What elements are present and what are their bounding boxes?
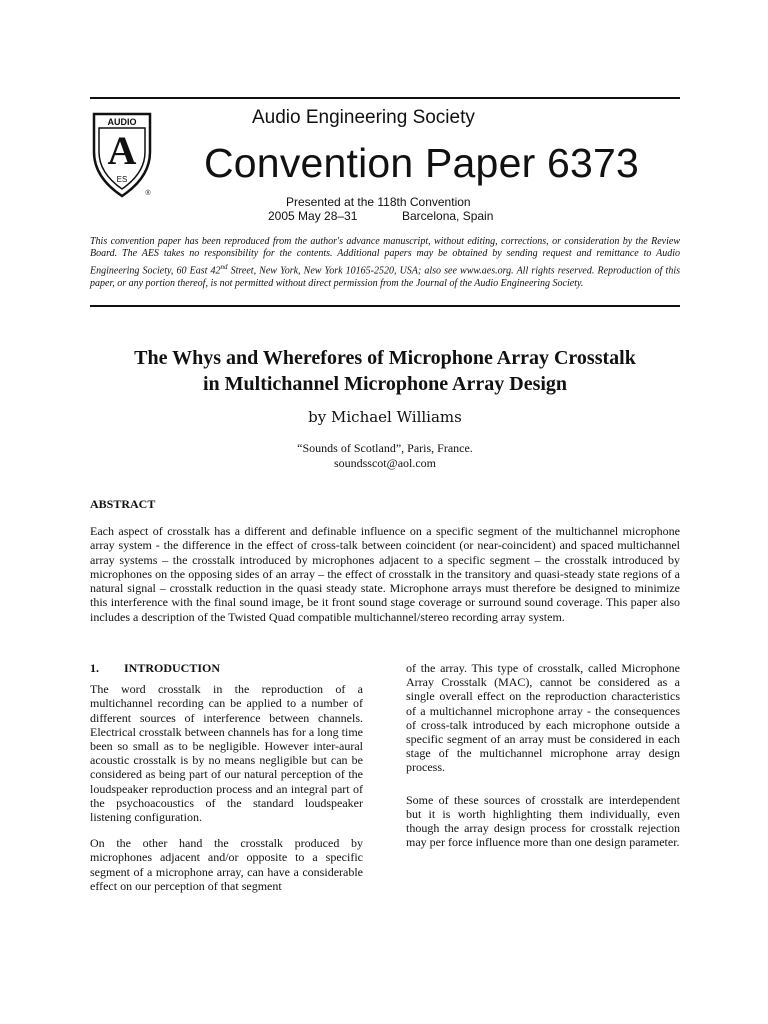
convention-paper-title: Convention Paper 6373 bbox=[204, 140, 640, 186]
top-rule bbox=[90, 97, 680, 99]
paper-title bbox=[90, 345, 680, 397]
paper-title-line2: in Multichannel Microphone Array Design bbox=[202, 373, 568, 395]
aes-logo bbox=[90, 112, 154, 198]
disclaimer bbox=[90, 236, 680, 290]
logo-top-text: AUDIO bbox=[107, 117, 137, 127]
society-name: Audio Engineering Society bbox=[252, 107, 475, 128]
logo-letter: A bbox=[107, 128, 137, 173]
author-byline: by Michael Williams bbox=[308, 408, 462, 426]
disclaimer-part2: Street, New York, New York 10165-2520, USA; also see www.aes.org. All rights reserved. Reproduction of this paper, or any portion thereof, is not permitted without direct permission from the Journal of the Audio Engineering Society. bbox=[90, 265, 680, 289]
logo-bottom-text: ES bbox=[116, 175, 128, 184]
disclaimer-superscript: nd bbox=[220, 262, 228, 271]
intro-paragraph-2: On the other hand the crosstalk produced by microphones adjacent and/or opposite to a specific segment of a microphone array, can have a considerable effect on our perception of that segment bbox=[90, 836, 363, 893]
intro-paragraph-4: Some of these sources of crosstalk are interdependent but it is worth highlighting them individually, even though the array design process for crosstalk rejection may per force influence more than one design parameter. bbox=[406, 792, 680, 850]
abstract-heading: ABSTRACT bbox=[90, 497, 156, 511]
right-column bbox=[406, 661, 680, 861]
bottom-rule bbox=[90, 305, 680, 307]
section-title: INTRODUCTION bbox=[124, 661, 221, 675]
intro-paragraph-3: of the array. This type of crosstalk, called Microphone Array Crosstalk (MAC), cannot be considered as a single overall effect on the reproduction characteristics of a multichannel microphone array - the consequences of cross-talk introduced by each microphone outside a specific segment of an array must be considered in each stage of the multichannel microphone array design process. bbox=[406, 661, 680, 775]
section-number: 1. bbox=[90, 661, 99, 675]
convention-place: Barcelona, Spain bbox=[402, 209, 494, 223]
author-affiliation bbox=[90, 441, 680, 471]
intro-paragraph-1: The word crosstalk in the reproduction of a multichannel recording can be applied to a number of different sources of interference between channels. Electrical crosstalk between channels has for a long time been so small as to be negligible. However inter-aural acoustic crosstalk is by no means negligible but can be considered as being part of our natural perception of the loudspeaker reproduction process and an integral part of the psychoacoustics of the standard loudspeaker listening configuration. bbox=[90, 682, 363, 825]
paper-title-line1: The Whys and Wherefores of Microphone Array Crosstalk bbox=[134, 347, 636, 369]
abstract-text: Each aspect of crosstalk has a different and definable influence on a specific segment of the multichannel microphone array system - the difference in the effect of cross-talk between coincident (or near-coincident) and spaced multichannel array systems – the crosstalk introduced by microphones adjacent to a specific segment – the crosstalk introduced by microphones on the opposing sides of an array – the effect of crosstalk in the transitory and quasi-steady state regions of a natural signal – crosstalk reduction in the quasi steady state. Microphone arrays must therefore be designed to minimize this interference with the final sound image, be it front sound stage coverage or surround sound coverage. This paper also includes a description of the Twisted Quad compatible multichannel/stereo recording array system. bbox=[90, 524, 680, 624]
disclaimer-part1: This convention paper has been reproduced from the author's advance manuscript, without editing, corrections, or consideration by the Review Board. The AES takes no responsibility for the contents. Additional papers may be obtained by sending request and remittance to Audio Engineering Society, 60 East 42 bbox=[90, 236, 680, 277]
logo-registered-mark: ® bbox=[145, 190, 151, 197]
section-heading bbox=[90, 661, 363, 675]
presented-line: Presented at the 118th Convention bbox=[286, 195, 471, 209]
convention-date: 2005 May 28–31 bbox=[268, 209, 358, 223]
left-column bbox=[90, 661, 363, 905]
author-email: soundsscot@aol.com bbox=[333, 456, 437, 470]
date-place-line bbox=[268, 209, 528, 223]
affiliation-text: “Sounds of Scotland”, Paris, France. bbox=[297, 441, 473, 455]
